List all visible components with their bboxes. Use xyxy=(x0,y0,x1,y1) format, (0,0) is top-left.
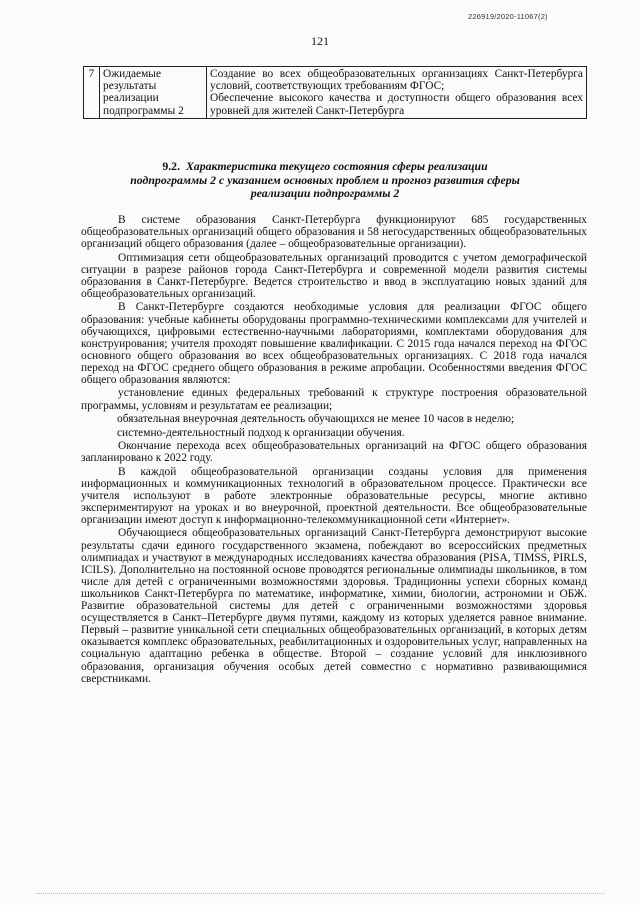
body-text xyxy=(81,214,587,686)
paragraph: В каждой общеобразовательной организации созданы условия для применения информационных и коммуникационных технологий в образовательном процессе. Практически все учителя используют в работе электронные образовательные ресурсы, многие активно экспериментируют на уроках и во внеурочной, проектной деятельности. Все общеобразовательные организации имеют доступ к информационно-телекоммуникационной сети «Интернет». xyxy=(81,465,587,526)
row-number: 7 xyxy=(84,67,100,119)
paragraph: Оптимизация сети общеобразовательных организаций проводится с учетом демографической ситуации в разрезе районов города Санкт-Петербурга и современной модели развития системы образования в Санкт-Петербурге. Ведется строительство и ввод в эксплуатацию новых зданий для общеобразовательных организаций. xyxy=(81,251,587,300)
document-registration-number: 226919/2020-11067(2) xyxy=(468,12,548,21)
table-row xyxy=(84,67,587,119)
paragraph: В системе образования Санкт-Петербурга функционируют 685 государственных общеобразовательных организаций общего образования и 58 негосударственных общеобразовательных организаций общего образования (далее – общеобразовательные организации). xyxy=(81,214,587,251)
section-number: 9.2. xyxy=(162,159,181,173)
paragraph: Окончание перехода всех общеобразовательных организаций на ФГОС общего образования запланировано к 2022 году. xyxy=(81,440,587,465)
subprogram-summary-table xyxy=(83,66,587,119)
expected-result-1: Создание во всех общеобразовательных организациях Санкт-Петербурга условий, соответствующих требованиям ФГОС; xyxy=(210,68,583,93)
row-content xyxy=(207,67,587,119)
section-title: Характеристика текущего состояния сферы реализации подпрограммы 2 с указанием основных проблем и прогноз развития сферы реализации подпрограммы 2 xyxy=(130,159,520,200)
row-label: Ожидаемые результаты реализации подпрограммы 2 xyxy=(100,67,207,119)
paragraph: установление единых федеральных требований к структуре построения образовательной программы, условиям и результатам ее реализации; xyxy=(81,387,587,412)
list-item: обязательная внеурочная деятельность обучающихся не менее 10 часов в неделю; xyxy=(117,413,515,426)
list-item: системно-деятельностный подход к организации обучения. xyxy=(117,426,405,439)
expected-result-2: Обеспечение высокого качества и доступности общего образования всех уровней для жителей Санкт-Петербурга xyxy=(210,92,583,117)
paragraph: Обучающиеся общеобразовательных организаций Санкт-Петербурга демонстрируют высокие результаты сдачи единого государственного экзамена, побеждают во всероссийских предметных олимпиадах и участвуют в международных исследованиях качества образования (PISA, TIMSS, PIRLS, ICILS). Дополнительно на постоянной основе проводятся региональные олимпиады школьников, в том числе для детей с ограниченными возможностями здоровья. Традиционны успехи сборных команд школьников Санкт-Петербурга по математике, информатике, химии, биологии, астрономии и ОБЖ. Развитие образовательной системы для детей с ограниченными возможностями здоровья осуществляется в Санкт–Петербурге двумя путями, каждому из которых уделяется равное внимание. Первый – развитие уникальной сети специальных общеобразовательных организаций, в которых детям оказывается комплекс образовательных, реабилитационных и оздоровительных услуг, направленных на социальную адаптацию ребенка в обществе. Второй – создание условий для инклюзивного образования, организация обучения особых детей совместно с нормативно развивающимися сверстниками. xyxy=(81,527,587,685)
scan-bottom-edge xyxy=(36,893,604,894)
page-number: 121 xyxy=(311,34,329,48)
paragraph: В Санкт-Петербурге создаются необходимые условия для реализации ФГОС общего образования: учебные кабинеты оборудованы программно-техническими комплексами для учителей и обучающихся, цифровыми естественно-научными лабораториями, комплектами оборудования для конструирования; учителя проходят повышение квалификации. С 2015 года начался переход на ФГОС основного общего образования во всех общеобразовательных организациях. С 2018 года начался переход на ФГОС среднего общего образования в режиме апробации. Особенностями введения ФГОС общего образования являются: xyxy=(81,301,587,386)
section-heading xyxy=(130,160,520,201)
